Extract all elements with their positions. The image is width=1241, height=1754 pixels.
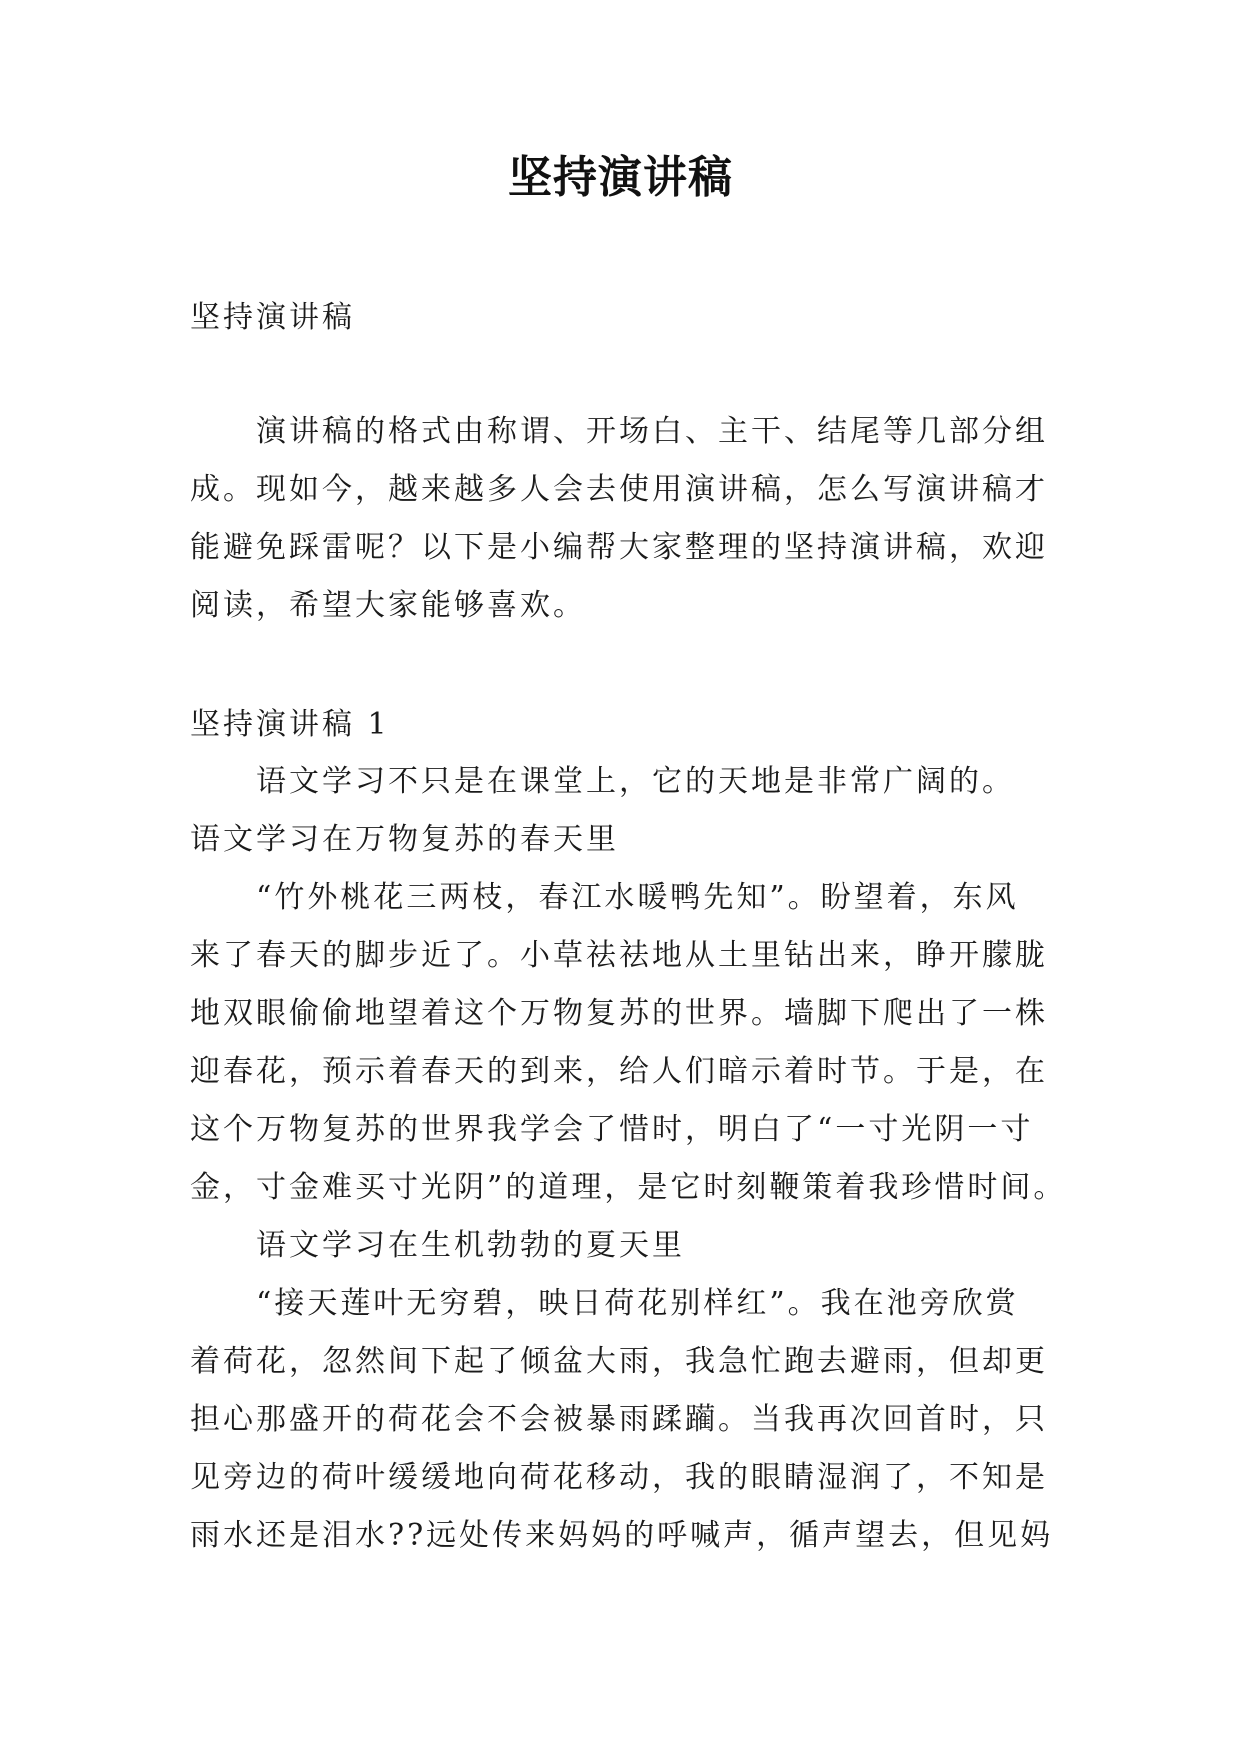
body-line-8: 金，寸金难买寸光阴”的道理，是它时刻鞭策着我珍惜时间。: [190, 1170, 1067, 1205]
body-line-5: 地双眼偷偷地望着这个万物复苏的世界。墙脚下爬出了一株: [190, 996, 1048, 1031]
section-heading: 坚持演讲稿 1: [190, 707, 390, 742]
body-line-6: 迎春花，预示着春天的到来，给人们暗示着时节。于是，在: [190, 1054, 1048, 1089]
document-title: 坚持演讲稿: [508, 152, 733, 203]
intro-line-1: 演讲稿的格式由称谓、开场白、主干、结尾等几部分组: [256, 414, 1048, 449]
body-line-9: 语文学习在生机勃勃的夏天里: [256, 1228, 685, 1263]
intro-line-2: 成。现如今，越来越多人会去使用演讲稿，怎么写演讲稿才: [190, 472, 1048, 507]
body-line-12: 担心那盛开的荷花会不会被暴雨蹂躏。当我再次回首时，只: [190, 1402, 1048, 1437]
body-line-14: 雨水还是泪水??远处传来妈妈的呼喊声，循声望去，但见妈: [190, 1518, 1054, 1553]
body-line-7: 这个万物复苏的世界我学会了惜时，明白了“一寸光阴一寸: [190, 1112, 1034, 1147]
body-line-13: 见旁边的荷叶缓缓地向荷花移动，我的眼睛湿润了，不知是: [190, 1460, 1048, 1495]
body-line-10: “接天莲叶无穷碧，映日荷花别样红”。我在池旁欣赏: [256, 1286, 1019, 1321]
body-line-2: 语文学习在万物复苏的春天里: [190, 822, 619, 857]
intro-line-4: 阅读，希望大家能够喜欢。: [190, 588, 586, 623]
body-line-3: “竹外桃花三两枝，春江水暖鸭先知”。盼望着，东风: [256, 880, 1019, 915]
body-line-4: 来了春天的脚步近了。小草祛祛地从土里钻出来，睁开朦胧: [190, 938, 1048, 973]
body-line-11: 着荷花，忽然间下起了倾盆大雨，我急忙跑去避雨，但却更: [190, 1344, 1048, 1379]
subtitle-line: 坚持演讲稿: [190, 300, 355, 335]
body-line-1: 语文学习不只是在课堂上，它的天地是非常广阔的。: [256, 764, 1015, 799]
intro-line-3: 能避免踩雷呢？以下是小编帮大家整理的坚持演讲稿，欢迎: [190, 530, 1048, 565]
